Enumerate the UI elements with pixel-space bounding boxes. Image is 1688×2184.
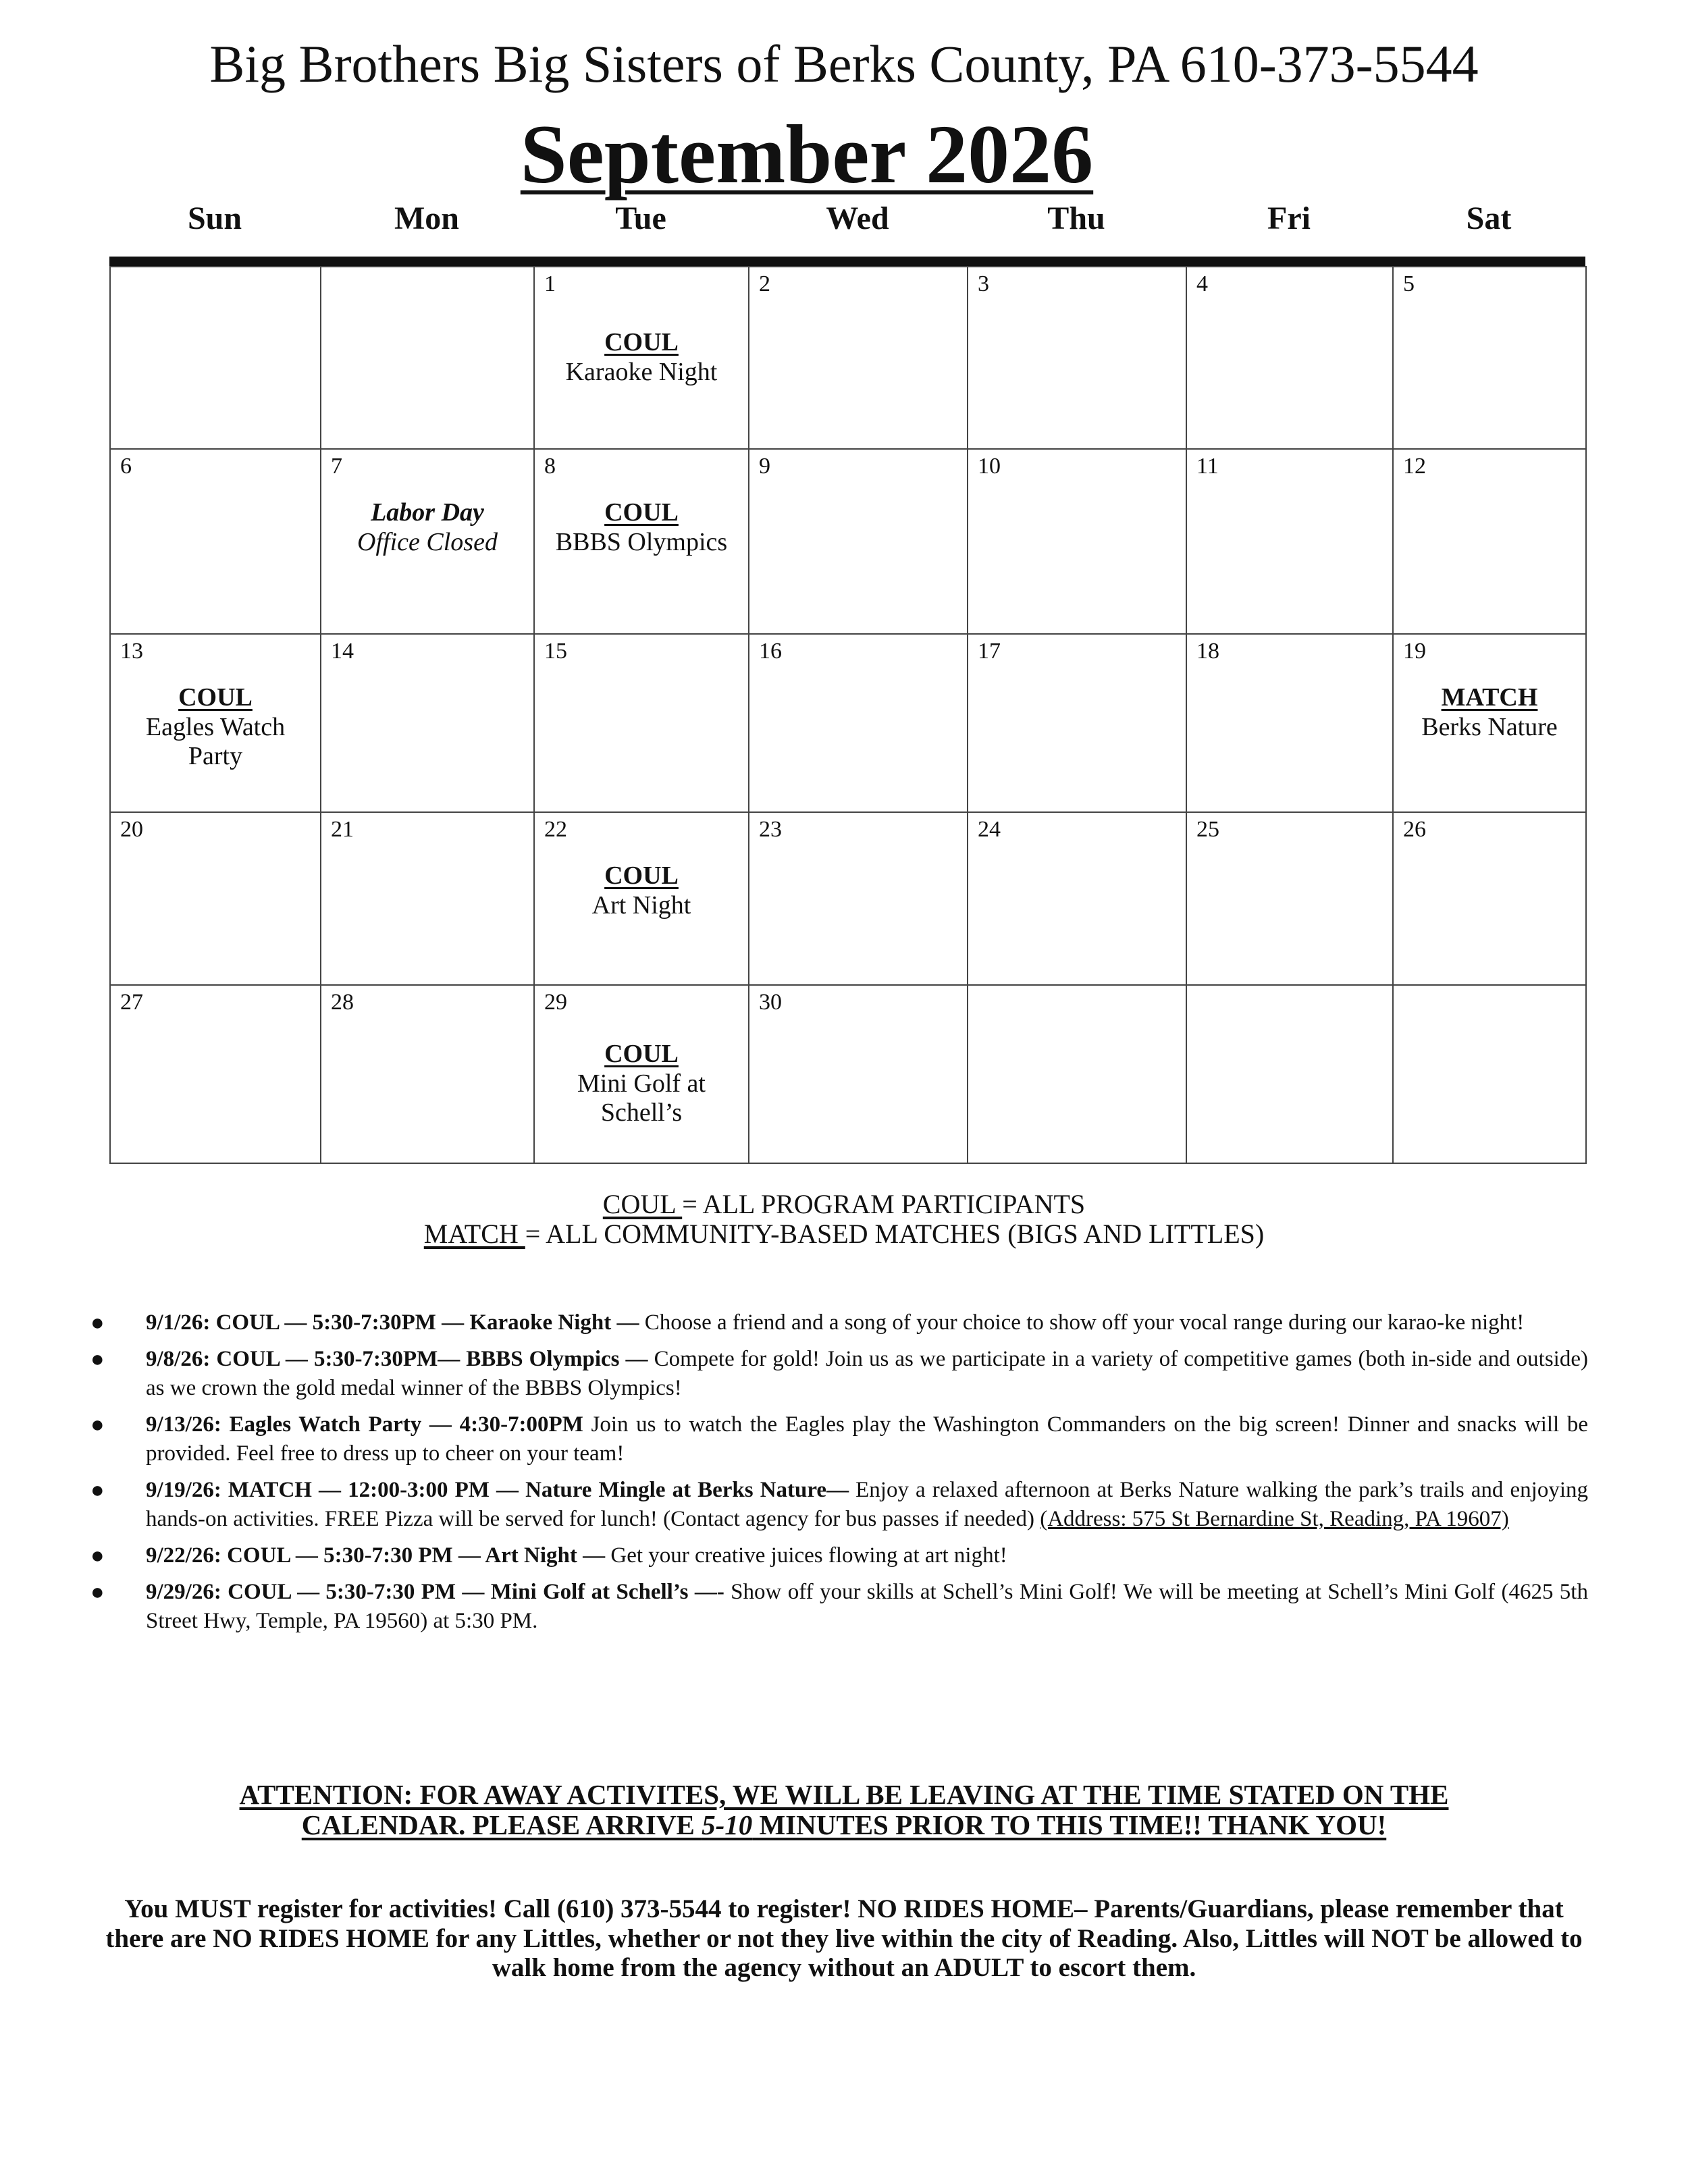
event-program-code: COUL xyxy=(604,498,679,527)
day-number: 20 xyxy=(120,817,143,842)
event-detail-item xyxy=(88,1578,1588,1636)
day-event xyxy=(535,328,748,387)
day-number: 26 xyxy=(1403,817,1426,842)
calendar-week-row xyxy=(110,634,1586,812)
day-cell-25 xyxy=(1186,812,1393,985)
legend-desc: = ALL COMMUNITY-BASED MATCHES (BIGS AND LITTLES) xyxy=(525,1219,1265,1249)
event-detail-item xyxy=(88,1345,1588,1403)
day-cell-9 xyxy=(749,449,968,634)
day-number: 24 xyxy=(978,817,1001,842)
day-cell-14 xyxy=(321,634,534,812)
day-number: 1 xyxy=(544,271,556,296)
attention-emphasis: 5-10 xyxy=(702,1809,753,1841)
weekday-sun: Sun xyxy=(187,201,242,236)
weekday-wed: Wed xyxy=(826,201,889,236)
weekday-mon: Mon xyxy=(394,201,459,236)
day-number: 12 xyxy=(1403,454,1426,479)
day-number: 5 xyxy=(1403,271,1415,296)
legend-match xyxy=(0,1219,1688,1249)
day-number: 17 xyxy=(978,639,1001,664)
empty-day-cell xyxy=(321,267,534,449)
event-detail-item xyxy=(88,1541,1588,1570)
day-number: 28 xyxy=(331,990,354,1015)
day-event xyxy=(535,498,748,557)
day-number: 4 xyxy=(1196,271,1208,296)
bullet-icon: ● xyxy=(90,1310,105,1335)
event-details-list xyxy=(88,1308,1588,1643)
bullet-icon: ● xyxy=(90,1580,105,1605)
event-address: (Address: 575 St Bernardine St, Reading, PA 19607) xyxy=(1040,1507,1509,1531)
weekday-thu: Thu xyxy=(1047,201,1105,236)
event-name: Art Night xyxy=(591,890,691,920)
calendar-week-row xyxy=(110,449,1586,634)
day-event xyxy=(111,683,320,772)
day-event xyxy=(1394,683,1585,742)
event-name: Schell’s xyxy=(600,1098,683,1127)
attention-line-1: ATTENTION: FOR AWAY ACTIVITES, WE WILL BE LEAVING AT THE TIME STATED ON THE xyxy=(239,1779,1449,1810)
empty-day-cell xyxy=(110,267,321,449)
day-cell-11 xyxy=(1186,449,1393,634)
bullet-icon: ● xyxy=(90,1412,105,1437)
registration-notice: You MUST register for activities! Call (610) 373-5544 to register! NO RIDES HOME– Parents/Guardians, please remember that there are NO RIDES HOME for any Littles, whether or not they live within the city of Reading. Also, Littles will NOT be allowed to walk home from the agency without an ADULT to escort them. xyxy=(105,1894,1583,1983)
day-cell-13 xyxy=(110,634,321,812)
day-cell-4 xyxy=(1186,267,1393,449)
day-number: 13 xyxy=(120,639,143,664)
day-cell-1 xyxy=(534,267,749,449)
day-cell-7 xyxy=(321,449,534,634)
event-name: Party xyxy=(188,742,243,771)
day-cell-17 xyxy=(968,634,1186,812)
day-number: 25 xyxy=(1196,817,1219,842)
event-heading: 9/29/26: COUL — 5:30-7:30 PM — Mini Golf at Schell’s —- xyxy=(146,1580,731,1604)
day-cell-6 xyxy=(110,449,321,634)
event-program-code: COUL xyxy=(604,861,679,890)
event-description: Choose a friend and a song of your choice to show off your vocal range during our karao-ke night! xyxy=(644,1310,1525,1335)
day-number: 21 xyxy=(331,817,354,842)
event-name: Karaoke Night xyxy=(565,357,718,386)
holiday-name: Labor Day xyxy=(371,498,484,527)
day-number: 19 xyxy=(1403,639,1426,664)
day-number: 8 xyxy=(544,454,556,479)
weekday-sat: Sat xyxy=(1466,201,1512,236)
day-cell-2 xyxy=(749,267,968,449)
bullet-icon: ● xyxy=(90,1478,105,1503)
day-number: 16 xyxy=(759,639,782,664)
day-event xyxy=(321,498,533,557)
legend-coul xyxy=(0,1190,1688,1219)
attention-text: CALENDAR. PLEASE ARRIVE xyxy=(301,1809,702,1841)
day-number: 9 xyxy=(759,454,770,479)
event-detail-item xyxy=(88,1476,1588,1534)
weekday-header-row xyxy=(109,200,1585,240)
calendar-grid xyxy=(109,266,1587,1164)
day-number: 2 xyxy=(759,271,770,296)
day-cell-8 xyxy=(534,449,749,634)
event-program-code: COUL xyxy=(604,328,679,356)
event-detail-item xyxy=(88,1308,1588,1337)
event-description: Show off your skills at Schell’s Mini Golf! We will be meeting at Schell’s Mini Golf (4625 5th Street Hwy, Temple, PA 19560) at 5:30 PM. xyxy=(146,1580,1588,1633)
event-name: Mini Golf at xyxy=(577,1069,706,1098)
day-number: 29 xyxy=(544,990,567,1015)
day-number: 23 xyxy=(759,817,782,842)
day-number: 30 xyxy=(759,990,782,1015)
calendar-week-row xyxy=(110,267,1586,449)
event-heading: 9/19/26: MATCH — 12:00-3:00 PM — Nature Mingle at Berks Nature— xyxy=(146,1478,856,1502)
day-number: 10 xyxy=(978,454,1001,479)
legend-code: MATCH xyxy=(423,1219,525,1249)
bullet-icon: ● xyxy=(90,1543,105,1568)
event-description: Join us to watch the Eagles play the Washington Commanders on the big screen! Dinner and snacks will be provided. Feel free to dress up to cheer on your team! xyxy=(146,1412,1588,1466)
attention-line-2 xyxy=(0,1810,1688,1840)
day-cell-27 xyxy=(110,985,321,1163)
day-cell-12 xyxy=(1393,449,1586,634)
legend-desc: = ALL PROGRAM PARTICIPANTS xyxy=(682,1189,1086,1219)
day-event xyxy=(535,1040,748,1128)
day-cell-5 xyxy=(1393,267,1586,449)
day-number: 6 xyxy=(120,454,132,479)
legend-code: COUL xyxy=(602,1189,683,1219)
day-number: 14 xyxy=(331,639,354,664)
empty-day-cell xyxy=(968,985,1186,1163)
event-program-code: MATCH xyxy=(1441,683,1538,712)
day-cell-19 xyxy=(1393,634,1586,812)
event-description: Compete for gold! Join us as we participate in a variety of competitive games (both in-side and outside) as we crown the gold medal winner of the BBBS Olympics! xyxy=(146,1347,1588,1400)
day-number: 15 xyxy=(544,639,567,664)
event-name: Office Closed xyxy=(357,527,498,556)
event-heading: 9/13/26: Eagles Watch Party — 4:30-7:00PM xyxy=(146,1412,591,1437)
month-title: September 2026 xyxy=(520,108,1094,201)
event-name: BBBS Olympics xyxy=(555,527,728,556)
calendar-week-row xyxy=(110,985,1586,1163)
day-cell-28 xyxy=(321,985,534,1163)
day-cell-23 xyxy=(749,812,968,985)
day-number: 27 xyxy=(120,990,143,1015)
calendar-top-rule xyxy=(109,257,1585,266)
weekday-fri: Fri xyxy=(1267,201,1311,236)
event-description: Get your creative juices flowing at art night! xyxy=(610,1543,1007,1568)
day-cell-10 xyxy=(968,449,1186,634)
day-cell-16 xyxy=(749,634,968,812)
event-detail-item xyxy=(88,1410,1588,1468)
day-number: 11 xyxy=(1196,454,1219,479)
weekday-tue: Tue xyxy=(615,201,666,236)
event-description: Enjoy a relaxed afternoon at Berks Nature walking the park’s trails and enjoying hands-on activities. FREE Pizza will be served for lunch! (Contact agency for bus passes if needed) xyxy=(146,1478,1588,1531)
day-cell-22 xyxy=(534,812,749,985)
bullet-icon: ● xyxy=(90,1347,105,1372)
event-heading: 9/1/26: COUL — 5:30-7:30PM — Karaoke Night — xyxy=(146,1310,645,1335)
day-number: 3 xyxy=(978,271,989,296)
day-number: 7 xyxy=(331,454,342,479)
event-program-code: COUL xyxy=(178,683,253,712)
day-cell-29 xyxy=(534,985,749,1163)
attention-text: MINUTES PRIOR TO THIS TIME!! THANK YOU! xyxy=(752,1809,1387,1841)
event-heading: 9/8/26: COUL — 5:30-7:30PM— BBBS Olympics — xyxy=(146,1347,654,1371)
day-cell-20 xyxy=(110,812,321,985)
day-cell-18 xyxy=(1186,634,1393,812)
day-cell-3 xyxy=(968,267,1186,449)
day-number: 22 xyxy=(544,817,567,842)
empty-day-cell xyxy=(1186,985,1393,1163)
day-cell-21 xyxy=(321,812,534,985)
event-name: Eagles Watch xyxy=(145,712,286,741)
day-cell-15 xyxy=(534,634,749,812)
empty-day-cell xyxy=(1393,985,1586,1163)
day-cell-24 xyxy=(968,812,1186,985)
day-cell-26 xyxy=(1393,812,1586,985)
day-event xyxy=(535,861,748,920)
day-number: 18 xyxy=(1196,639,1219,664)
event-heading: 9/22/26: COUL — 5:30-7:30 PM — Art Night — xyxy=(146,1543,611,1568)
event-program-code: COUL xyxy=(604,1040,679,1068)
attention-notice xyxy=(0,1780,1688,1840)
organization-header: Big Brothers Big Sisters of Berks County, PA 610-373-5544 xyxy=(209,34,1479,93)
calendar-week-row xyxy=(110,812,1586,985)
day-cell-30 xyxy=(749,985,968,1163)
legend xyxy=(0,1190,1688,1249)
event-name: Berks Nature xyxy=(1421,712,1558,741)
